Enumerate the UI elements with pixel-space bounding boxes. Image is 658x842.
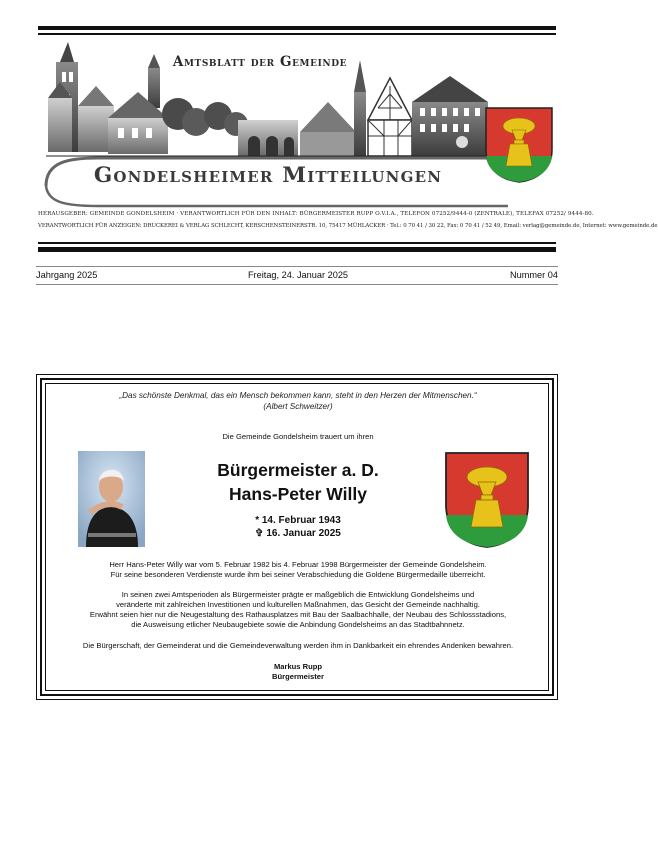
publisher-line-1: HERAUSGEBER: GEMEINDE GONDELSHEIM · VERANTWORTLICH FÜR DEN INHALT: BÜRGERMEISTER RUPP O.V.I.A., TELEFON 07252/9444-0 (ZENTRALE), TELEFAX 07252/ 9444-80. [38, 211, 594, 217]
obituary-quote: „Das schönste Denkmal, das ein Mensch bekommen kann, steht in den Herzen der Mitmenschen.“ [119, 391, 477, 400]
obituary-para3: Die Bürgerschaft, der Gemeinderat und die Gemeindeverwaltung werden ihm in Dankbarkeit ein ehrendes Andenken bewahren. [82, 641, 514, 650]
top-rule-thin [38, 33, 556, 35]
obituary-para2-line3: Erwähnt seien hier nur die Neugestaltung des Rathausplatzes mit Bau der Saalbachhalle, der Neubau des Schlossstadions, [89, 610, 507, 619]
publisher-line-2: VERANTWORTLICH FÜR ANZEIGEN: DRUCKEREI & VERLAG SCHLECHT, KERSCHENSTEINERSTR. 10, 75417 MÜHLACKER · Tel.: 0 70 41 / 30 22, Fax: 0 70 41 / 52 49, Email: verlag@gemeinde.de, Internet: www.gemeinde.de [38, 223, 658, 229]
obituary-para2-line2: veränderte mit zahlreichen Investitionen und kulturellen Maßnahmen, das Gesicht der Gemeinde nachhaltig. [116, 600, 480, 609]
signer-name: Markus Rupp [273, 662, 323, 671]
obituary-para1-line2: Für seine besonderen Verdienste wurde ihm bei seiner Verabschiedung die Goldene Bürgermedaille überreicht. [110, 570, 486, 579]
coat-of-arms-icon [444, 451, 530, 549]
issue-rule-bottom [36, 284, 558, 285]
masthead-title: Gondelsheimer Mitteilungen [93, 163, 443, 188]
coat-of-arms-icon [484, 106, 554, 184]
obituary-para2-line4: die Ausweisung etlicher Neubaugebiete sowie die Anbindung Gondelsheims an das Stadtbahnnetz. [131, 620, 465, 629]
masthead-subtitle: Amtsblatt der Gemeinde [172, 54, 348, 70]
masthead-rule-thick [38, 247, 556, 252]
issue-year: Jahrgang 2025 [36, 270, 98, 280]
obituary-para1-line1: Herr Hans-Peter Willy war vom 5. Februar 1982 bis 4. Februar 1998 Bürgermeister der Gemeinde Gondelsheim. [109, 560, 487, 569]
issue-number: Nummer 04 [510, 270, 558, 280]
issue-rule-top [36, 266, 558, 267]
obituary-quote-author: (Albert Schweitzer) [263, 402, 333, 411]
obituary-name: Hans-Peter Willy [229, 484, 367, 504]
issue-date: Freitag, 24. Januar 2025 [247, 270, 349, 280]
obituary-born: * 14. Februar 1943 [255, 515, 341, 526]
top-rule-thick [38, 26, 556, 30]
masthead-rule-thin [38, 242, 556, 244]
obituary-para2-line1: In seinen zwei Amtsperioden als Bürgermeister prägte er maßgeblich die Entwicklung Gondelsheims und [121, 590, 475, 599]
obituary-name-title: Bürgermeister a. D. [217, 460, 379, 480]
obituary-intro: Die Gemeinde Gondelsheim trauert um ihren [222, 432, 374, 441]
signer-role: Bürgermeister [272, 672, 324, 681]
obituary-died: ✞ 16. Januar 2025 [255, 528, 341, 539]
